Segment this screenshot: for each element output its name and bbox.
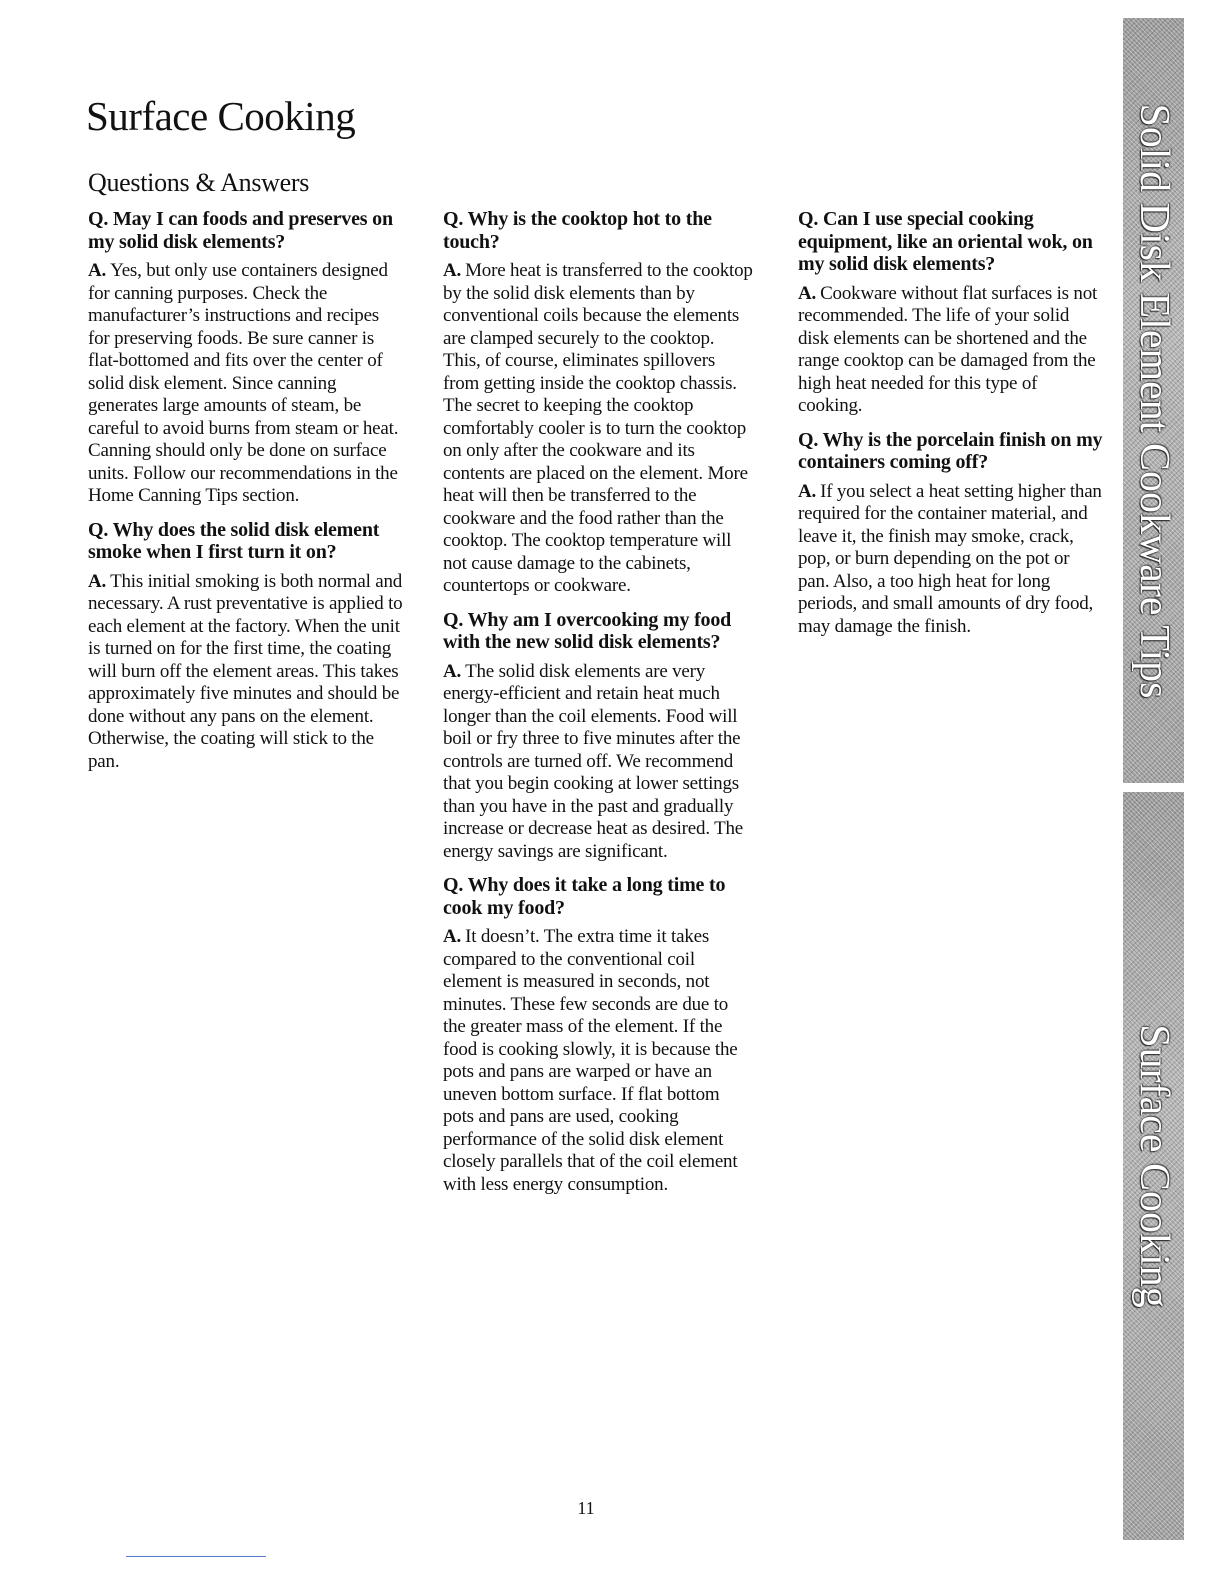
qa-item — [88, 208, 403, 508]
question: Q. Why does the solid disk element smoke when I first turn it on? — [88, 518, 380, 563]
answer-lead: A. — [798, 282, 817, 304]
side-tab-surface-cooking — [1123, 792, 1184, 1540]
qa-column-1 — [88, 208, 403, 784]
page-title: Surface Cooking — [86, 93, 356, 139]
answer-lead: A. — [443, 660, 462, 682]
qa-column-3 — [798, 208, 1103, 649]
answer-text: This initial smoking is both normal and necessary. A rust preventative is applied to each element at the factory. When the unit is turned on for the first time, the coating will burn off the element areas. This takes approximately five minutes and should be done without any pans on the element. Otherwise, the coating will stick to the pan. — [88, 570, 403, 772]
qa-column-2 — [443, 208, 753, 1207]
answer — [88, 571, 403, 774]
question: Q. Why am I overcooking my food with the new solid disk elements? — [443, 608, 732, 653]
question: Q. Why does it take a long time to cook my food? — [443, 874, 726, 919]
answer-text: It doesn’t. The extra time it takes compared to the conventional coil element is measured in seconds, not minutes. These few seconds are due to the greater mass of the element. If the food is cooking slowly, it is because the pots and pans are warped or have an uneven bottom surface. If flat bottom pots and pans are used, cooking performance of the solid disk element closely parallels that of the coil element with less energy consumption. — [443, 926, 738, 1195]
qa-item — [798, 208, 1103, 418]
answer-text: Cookware without flat surfaces is not recommended. The life of your solid disk elements can be shortened and the range cooktop can be damaged from the high heat needed for this type of cooking. — [798, 282, 1098, 416]
answer-text: The solid disk elements are very energy-efficient and retain heat much longer than the coil elements. Food will boil or fry three to five minutes after the controls are turned off. We recommend that you begin cooking at lower settings than you have in the past and gradually increase or decrease heat as desired. The energy savings are significant. — [443, 660, 744, 862]
answer-lead: A. — [798, 480, 817, 502]
qa-item — [443, 874, 753, 1196]
answer-text: If you select a heat setting higher than required for the container material, and leave it, the finish may smoke, crack, pop, or burn depending on the pot or pan. Also, a too high heat for long periods, and small amounts of dry food, may damage the finish. — [798, 480, 1102, 637]
qa-item — [798, 429, 1103, 639]
answer-lead: A. — [443, 260, 462, 281]
side-tab-cookware-tips — [1123, 18, 1184, 783]
question: Q. Can I use special cooking equipment, like an oriental wok, on my solid disk elements? — [798, 208, 1093, 275]
answer-lead: A. — [443, 926, 462, 947]
answer — [88, 260, 403, 508]
answer — [443, 926, 753, 1196]
answer-lead: A. — [88, 260, 107, 281]
page-number: 11 — [577, 1498, 595, 1518]
footer-rule — [126, 1556, 266, 1557]
qa-item — [88, 519, 403, 774]
side-tab-label: Surface Cooking — [1130, 1024, 1177, 1308]
section-heading: Questions & Answers — [88, 168, 310, 197]
qa-item — [443, 609, 753, 864]
answer-text: More heat is transferred to the cooktop by the solid disk elements than by conventional coils because the elements are clamped securely to the cooktop. This, of course, eliminates spillovers from getting inside the cooktop chassis. The secret to keeping the cooktop comfortably cooler is to turn the cooktop on only after the cookware and its contents are placed on the element. More heat will then be transferred to the cookware and the food rather than the cooktop. The cooktop temperature will not cause damage to the cabinets, countertops or cookware. — [443, 260, 753, 596]
qa-item — [443, 208, 753, 598]
answer — [443, 661, 753, 864]
answer — [798, 283, 1103, 418]
answer — [798, 481, 1103, 639]
question: Q. Why is the porcelain finish on my containers coming off? — [798, 428, 1103, 473]
answer-lead: A. — [88, 570, 107, 592]
side-tab-label: Solid Disk Element Cookware Tips — [1130, 102, 1177, 699]
question: Q. May I can foods and preserves on my solid disk elements? — [88, 208, 393, 253]
answer-text: Yes, but only use containers designed for canning purposes. Check the manufacturer’s instructions and recipes for preserving foods. Be sure canner is flat-bottomed and fits over the center of solid disk element. Since canning generates large amounts of steam, be careful to avoid burns from steam or heat. Canning should only be done on surface units. Follow our recommendations in the Home Canning Tips section. — [88, 260, 399, 506]
answer — [443, 260, 753, 598]
question: Q. Why is the cooktop hot to the touch? — [443, 208, 712, 253]
